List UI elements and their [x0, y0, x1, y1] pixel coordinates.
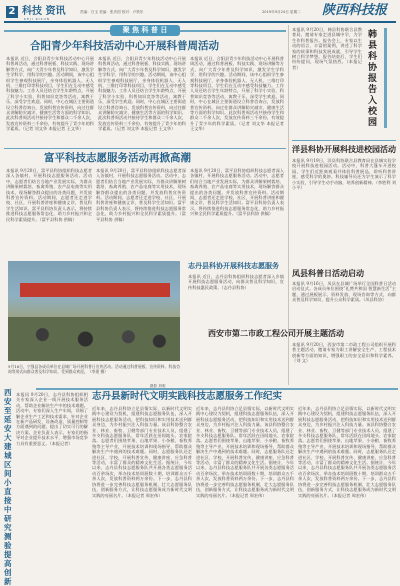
masthead [0, 0, 400, 22]
photo-crowd [8, 317, 180, 361]
section-name: 科技 资讯 [22, 6, 66, 17]
masthead-rule [4, 21, 396, 23]
article-bottom-main-col1: 近年来，志丹县科协立足县情实际，以新时代文明实践中心建设为契机，组建科技志愿服务队伍，深入开展科技志愿服务活动，把科技知识和实用技术送到群众身边，为乡村振兴注入科技力量。该县科协整合农业、林业、畜牧、卫健等部门专业技术人员，组建了多支科技志愿服务队，常年活跃在田间地头、农家院落。志愿者们围绕苹果、山地苹果、小杂粮、畜牧养殖等主导产业，开展技术培训和现场指导，帮助群众解决生产中遇到的技术难题。同时，志愿服务队还走进社区、学校，开展科普宣传、健康讲座、应急科普等活动，丰富了群众的精神文化生活。据统计，今年以来，志丹县科技志愿服务队共开展各类志愿服务活动百余场次，举办技术培训班数十期，培训群众五千余人次，发放科普资料两万余份。下一步，志丹县科协将进一步完善科技志愿服务机制，壮大志愿服务队伍，创新服务方式，让科技志愿服务成为新时代文明实践的亮丽名片。（本报记者 周宏伟） [92, 406, 192, 498]
divider [292, 140, 396, 141]
bottom-rule [36, 388, 398, 390]
article-fuping-col1: 本报讯 9月20日，富平县科协组织科技志愿者深入各镇村，开展科技志愿服务活动。活动中，志愿者们结合当地产业发展实际，为群众讲解果树栽培、畜禽养殖、农产品电商等实用技术，现场解答群众提出的各类问题，并发放科普宣传资料。活动期间，志愿者还走进学校、社区，开展科普讲座和健康义诊，普及科学生活知识。富平县科协负责人表示，将持续推进科技志愿服务常态化，助力乡村振兴和全民科学素质提升。（富平县科协 供稿） [6, 168, 92, 222]
article-xian-body: 本报讯 9月20日，西安市第二市政工程公司组织开展科普主题活动，邀请专家为职工讲解安全生产、工程技术创新等方面的知识，增强职工的安全意识和科学素养。（刘 文） [292, 342, 396, 364]
article-fuping-col2: 本报讯 9月20日，富平县科协组织科技志愿者深入各镇村，开展科技志愿服务活动。活动中，志愿者们结合当地产业发展实际，为群众讲解果树栽培、畜禽养殖、农产品电商等实用技术，现场解答群众提出的各类问题，并发放科普宣传资料。活动期间，志愿者还走进学校、社区，开展科普讲座和健康义诊，普及科学生活知识。富平县科协负责人表示，将持续推进科技志愿服务常态化，助力乡村振兴和全民科学素质提升。（富平县科协 供稿） [96, 168, 186, 222]
article-bottom-mid-body: 本报讯 近日，志丹县科协组织科技志愿者深入乡镇开展科技志愿服务活动，向群众普及科学知识，宣传科技惠民政策。（志丹县科协） [188, 274, 284, 290]
section-pinyin: KEJI ZIXUN [24, 17, 51, 21]
issue-date: 2019年9月24日 星期二 [262, 10, 301, 14]
banner-label: 聚 焦 科 普 日 [110, 25, 180, 36]
left-column-title: 西安至延安大建城区间小直接中研究测验提高创新 [4, 388, 12, 586]
article-bottom-mid-title: 志丹县科协开展科技志愿服务 [188, 262, 279, 270]
article-youth-title: 韩县科协报告入校园 [368, 30, 378, 128]
page-number: 2 [6, 6, 18, 18]
article-bottom-main-col3: 近年来，志丹县科协立足县情实际，以新时代文明实践中心建设为契机，组建科技志愿服务队伍，深入开展科技志愿服务活动，把科技知识和实用技术送到群众身边，为乡村振兴注入科技力量。该县科协整合农业、林业、畜牧、卫健等部门专业技术人员，组建了多支科技志愿服务队，常年活跃在田间地头、农家院落。志愿者们围绕苹果、山地苹果、小杂粮、畜牧养殖等主导产业，开展技术培训和现场指导，帮助群众解决生产中遇到的技术难题。同时，志愿服务队还走进社区、学校，开展科普宣传、健康讲座、应急科普等活动，丰富了群众的精神文化生活。据统计，今年以来，志丹县科技志愿服务队共开展各类志愿服务活动百余场次，举办技术培训班数十期，培训群众五千余人次，发放科普资料两万余份。下一步，志丹县科协将进一步完善科技志愿服务机制，壮大志愿服务队伍，创新服务方式，让科技志愿服务成为新时代文明实践的亮丽名片。（本报记者 周宏伟） [298, 406, 396, 498]
left-column-body: 本报讯 9月20日，志丹县科协组织相关专家深入企业一线开展技术服务活动，帮助企业解决生产中的技术难题。活动中，专家们深入生产车间，详细了解企业生产工艺和技术需求，针对企业在新产品研发、设备改造、质量控制等方面遇到的问题，提出了切实可行的解决方案。企业负责人表示，专家们的指导对企业提升技术水平、增强市场竞争力具有重要意义。（本报记者） [16, 392, 88, 446]
youth-tag [384, 28, 387, 128]
article-heping-col1: 本报讯 近日，合阳县青少年科技活动中心开展科普周活动，通过科普展板、科技实践、现场讲解等方式，向广大青少年普及科学知识，激发学生学科学、用科学的兴趣。活动期间，该中心组织学生参观科技展厅，亲身体验机器人、无人机、三维打印等科技项目，学生们在互动中感受科技魅力。工作人员还结合学生年龄特点，开展了科学小实验、科普知识竞答等活动，寓教于乐，深受学生欢迎。同时，中心在城区主要街道设立科普咨询台，发放科普宣传资料，向过往群众讲解防灾减灾、健康生活等方面的科学知识。此次科普周活动共接待学生和群众二千余人次，发放宣传资料三千余份，有效提升了青少年的科学素质。（记者 刘文华 本报记者 王文华） [6, 56, 94, 132]
article-bottom-main-col2: 近年来，志丹县科协立足县情实际，以新时代文明实践中心建设为契机，组建科技志愿服务队伍，深入开展科技志愿服务活动，把科技知识和实用技术送到群众身边，为乡村振兴注入科技力量。该县科协整合农业、林业、畜牧、卫健等部门专业技术人员，组建了多支科技志愿服务队，常年活跃在田间地头、农家院落。志愿者们围绕苹果、山地苹果、小杂粮、畜牧养殖等主导产业，开展技术培训和现场指导，帮助群众解决生产中遇到的技术难题。同时，志愿服务队还走进社区、学校，开展科普宣传、健康讲座、应急科普等活动，丰富了群众的精神文化生活。据统计，今年以来，志丹县科技志愿服务队共开展各类志愿服务活动百余场次，举办技术培训班数十期，培训群众五千余人次，发放科普资料两万余份。下一步，志丹县科协将进一步完善科技志愿服务机制，壮大志愿服务队伍，创新服务方式，让科技志愿服务成为新时代文明实践的亮丽名片。（本报记者 周宏伟） [196, 406, 294, 498]
article-yangxian-title: 洋县科协开展科技进校园活动 [292, 145, 396, 154]
header-info: 责编：白玉 美编：张庆国 校对：卢铁东 [80, 10, 144, 14]
divider [4, 148, 286, 149]
article-heping-col3: 本报讯 近日，合阳县青少年科技活动中心开展科普周活动，通过科普展板、科技实践、现场讲解等方式，向广大青少年普及科学知识，激发学生学科学、用科学的兴趣。活动期间，该中心组织学生参观科技展厅，亲身体验机器人、无人机、三维打印等科技项目，学生们在互动中感受科技魅力。工作人员还结合学生年龄特点，开展了科学小实验、科普知识竞答等活动，寓教于乐，深受学生欢迎。同时，中心在城区主要街道设立科普咨询台，发放科普宣传资料，向过往群众讲解防灾减灾、健康生活等方面的科学知识。此次科普周活动共接待学生和群众二千余人次，发放宣传资料三千余份，有效提升了青少年的科学素质。（记者 刘文华 本报记者 王文华） [190, 56, 284, 132]
article-heping-title: 合阳青少年科技活动中心开展科普周活动 [30, 40, 219, 52]
article-fuping-col3: 本报讯 9月20日，富平县科协组织科技志愿者深入各镇村，开展科技志愿服务活动。活动中，志愿者们结合当地产业发展实际，为群众讲解果树栽培、畜禽养殖、农产品电商等实用技术，现场解答群众提出的各类问题，并发放科普宣传资料。活动期间，志愿者还走进学校、社区，开展科普讲座和健康义诊，普及科学生活知识。富平县科协负责人表示，将持续推进科技志愿服务常态化，助力乡村振兴和全民科学素质提升。（富平县科协 供稿） [190, 168, 284, 217]
article-fuping-title: 富平科技志愿服务活动再掀高潮 [44, 152, 191, 164]
photo-caption: 9月16日，宁强县各成员单位在县城广场开展科普日宣传活动。活动通过科普展板、宣传资料、科技咨询等形式向群众普及科学知识，受到群众欢迎。（李建 摄） [8, 364, 180, 374]
photo-credit: 摄影 刘明 [150, 384, 166, 388]
article-bottom-main-title: 志丹县新时代文明实践科技志愿服务工作纪实 [92, 391, 283, 402]
article-xian-title: 西安市第二市政工程公司开展主题活动 [208, 329, 344, 338]
article-yangxian-body: 本报讯 9月19日，洋县科协联合县教育局在县城实验学校开展科技进校园活动。活动中，科普大篷车开进校园，学生们近距离观看并体验科普展品，聆听科普讲座，感受科学的奥妙。科技辅导员还为学生演示了科学小实验，引导学生动手动脑，培养创新精神。（李胜利 刘小平） [292, 158, 396, 191]
news-photo [8, 261, 180, 361]
article-heping-col2: 本报讯 近日，合阳县青少年科技活动中心开展科普周活动，通过科普展板、科技实践、现场讲解等方式，向广大青少年普及科学知识，激发学生学科学、用科学的兴趣。活动期间，该中心组织学生参观科技展厅，亲身体验机器人、无人机、三维打印等科技项目，学生们在互动中感受科技魅力。工作人员还结合学生年龄特点，开展了科学小实验、科普知识竞答等活动，寓教于乐，深受学生欢迎。同时，中心在城区主要街道设立科普咨询台，发放科普宣传资料，向过往群众讲解防灾减灾、健康生活等方面的科学知识。此次科普周活动共接待学生和群众二千余人次，发放宣传资料三千余份，有效提升了青少年的科学素质。（记者 刘文华 本报记者 王文华） [98, 56, 186, 132]
article-fengxian-body: 本报讯 9月16日，凤县在县城广场举行全国科普日活动启动仪式。各成员单位围绕“礼赞共和国 智慧新生活”主题，通过展板展示、资料发放、现场咨询等方式，向群众普及科学知识，提升公众科学素质。（凤县科协） [292, 281, 396, 303]
paper-name: 陕西科技报 [322, 3, 388, 18]
article-fengxian-title: 凤县科普日活动启动 [292, 269, 364, 278]
photo-banner [20, 283, 170, 297]
article-youth-body: 本报讯 9月20日，韩县科协联合县教育局，邀请专家走进县城中学，为学生作科普报告。报告会上，专家以生动的语言、丰富的案例，讲述了科学家的故事和科技发展成就，引导学生树立科学梦想。报告结束后，学生们纷纷提问，现场气氛热烈。（本报记者） [292, 27, 362, 70]
banner [4, 25, 286, 37]
